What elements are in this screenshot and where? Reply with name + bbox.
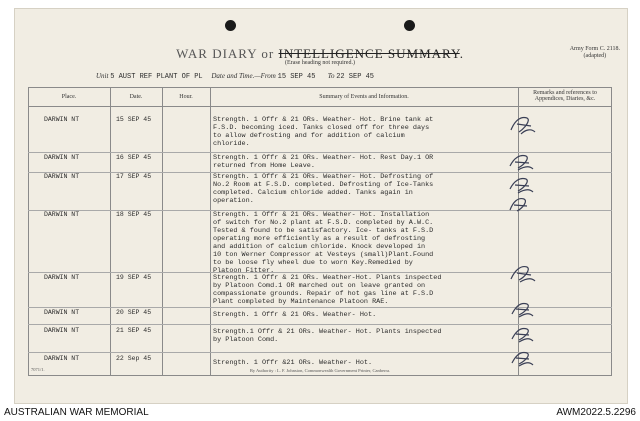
- row-date: 18 SEP 45: [116, 211, 152, 218]
- struck-heading: INTELLIGENCE SUMMARY: [278, 46, 460, 61]
- unit-value: 5 AUST REF PLANT OF PL: [110, 73, 203, 81]
- handwritten-initials: [507, 260, 539, 286]
- handwritten-initials: [507, 298, 537, 320]
- row-place: DARWIN NT: [44, 116, 80, 123]
- column-header-remarks: Remarks and references to Appendices, Diaries, &c.: [533, 90, 597, 102]
- row-summary: Strength. 1 Offr &21 ORs. Weather- Hot.: [213, 359, 373, 367]
- row-date: 19 SEP 45: [116, 274, 152, 281]
- row-place: DARWIN NT: [44, 309, 80, 316]
- row-date: 17 SEP 45: [116, 173, 152, 180]
- column-header-place: Place.: [61, 94, 77, 100]
- row-place: DARWIN NT: [44, 274, 80, 281]
- row-place: DARWIN NT: [44, 173, 80, 180]
- row-place: DARWIN NT: [44, 154, 80, 161]
- row-date: 21 SEP 45: [116, 327, 152, 334]
- row-summary: Strength. 1 Offr & 21 ORs. Weather- Hot.: [213, 311, 377, 319]
- row-summary: Strength. 1 Offr & 21 ORs. Weather- Hot. Installation of switch for No.2 plant at F.S.D. completed by A.W.C. Tested & found to be satisfactory. Ice- tanks at F.S.D operating more efficiently as a result of defrosting and addition of calcium chloride. Knock developed in 10 ton Werner Compressor at Vesteys (small)Plant.Found to be loose fly wheel due to worn Key.Remedied by Platoon Fitter.: [213, 211, 434, 275]
- handwritten-initials: [507, 322, 537, 346]
- column-rule: [611, 87, 612, 375]
- row-summary: Strength. 1 Offr & 21 ORs. Weather- Hot. Rest Day.1 OR returned from Home Leave.: [213, 154, 434, 170]
- row-summary: Strength. 1 Offr & 21 ORs. Weather-Hot. Plants inspected by Platoon Comd.1 OR marched out on leave granted on compassionate grounds. Repair of hot gas line at F.S.D Plant completed by Maintenance Platoon RAE.: [213, 274, 442, 306]
- army-form-number: Army Form C. 2118. (adapted): [569, 46, 620, 59]
- row-date: 22 Sep 45: [116, 355, 152, 362]
- column-rule: [110, 87, 111, 375]
- column-rule: [28, 87, 29, 375]
- row-date: 16 SEP 45: [116, 154, 152, 161]
- column-header-summary: Summary of Events and Information.: [319, 94, 409, 100]
- handwritten-initials: [505, 150, 537, 174]
- row-place: DARWIN NT: [44, 327, 80, 334]
- row-place: DARWIN NT: [44, 211, 80, 218]
- row-summary: Strength. 1 Offr & 21 ORs. Weather- Hot. Brine tank at F.S.D. becoming iced. Tanks closed off for three days to allow defrosting and for addition of calcium chloride.: [213, 116, 434, 148]
- punch-hole: [404, 20, 415, 31]
- table-top-rule: [28, 87, 612, 88]
- row-summary: Strength. 1 Offr & 21 ORs. Weather- Hot. Defrosting of No.2 Room at F.S.D. completed. Defrosting of Ice-Tanks completed. Calcium chloride added. Tanks again in operation.: [213, 173, 434, 205]
- row-place: DARWIN NT: [44, 355, 80, 362]
- column-header-date: Date.: [129, 94, 143, 100]
- handwritten-initials: [507, 110, 539, 138]
- column-rule: [210, 87, 211, 375]
- form-title: WAR DIARY or INTELLIGENCE SUMMARY.: [176, 46, 464, 61]
- archive-caption: AUSTRALIAN WAR MEMORIAL: [4, 407, 149, 418]
- handwritten-initials: [505, 192, 535, 216]
- archive-reference: AWM2022.5.2296: [556, 407, 636, 418]
- row-summary: Strength.1 Offr & 21 ORs. Weather- Hot. Plants inspected by Platoon Comd.: [213, 328, 442, 344]
- printer-imprint: By Authority : L. F. Johnston, Commonwealth Government Printer, Canberra.: [249, 368, 391, 373]
- date-to: 22 SEP 45: [336, 73, 375, 81]
- handwritten-initials: [507, 347, 537, 369]
- punch-hole: [225, 20, 236, 31]
- column-header-hour: Hour.: [179, 94, 193, 100]
- date-from: 15 SEP 45: [277, 73, 316, 81]
- unit-date-line: Unit 5 AUST REF PLANT OF PL Date and Time.—From 15 SEP 45 To 22 SEP 45: [96, 72, 375, 81]
- row-date: 15 SEP 45: [116, 116, 152, 123]
- form-subtitle: (Erase heading not required.): [285, 60, 355, 66]
- column-rule: [162, 87, 163, 375]
- form-number: 7071/1.: [31, 367, 45, 372]
- header-rule: [28, 106, 612, 107]
- row-date: 20 SEP 45: [116, 309, 152, 316]
- table-bottom-rule: [28, 375, 612, 376]
